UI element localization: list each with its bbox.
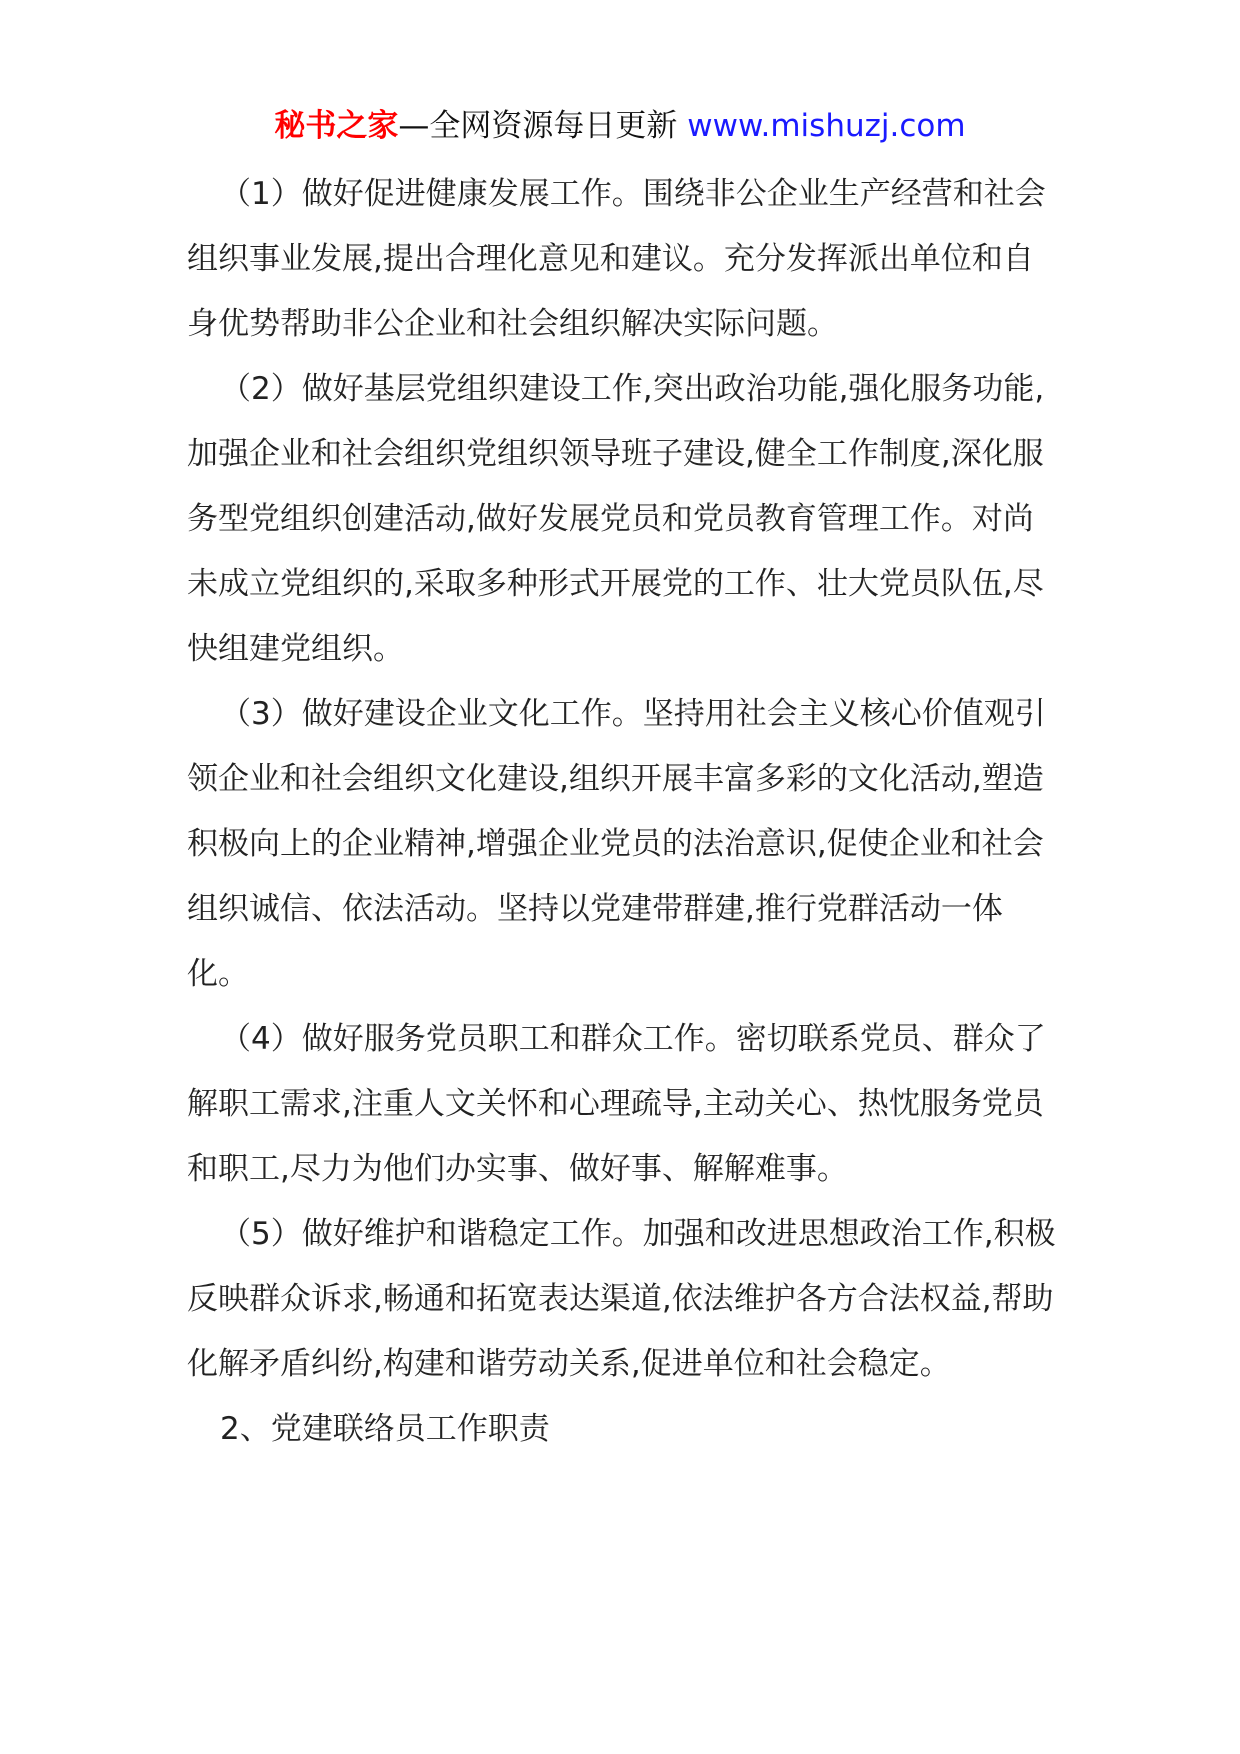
paragraph-3: （3）做好建设企业文化工作。坚持用社会主义核心价值观引领企业和社会组织文化建设,组织开展丰富多彩的文化活动,塑造积极向上的企业精神,增强企业党员的法治意识,促使企业和社会组织诚信、依法活动。坚持以党建带群建,推行党群活动一体化。 [187,696,1046,992]
paragraph-5: （5）做好维护和谐稳定工作。加强和改进思想政治工作,积极反映群众诉求,畅通和拓宽表达渠道,依法维护各方合法权益,帮助化解矛盾纠纷,构建和谐劳动关系,促进单位和社会稳定。 [187,1216,1056,1382]
paragraph-2: （2）做好基层党组织建设工作,突出政治功能,强化服务功能,加强企业和社会组织党组织领导班子建设,健全工作制度,深化服务型党组织创建活动,做好发展党员和党员教育管理工作。对尚未成立党组织的,采取多种形式开展党的工作、壮大党员队伍,尽快组建党组织。 [187,371,1045,667]
brand-name: 秘书之家 [274,108,399,144]
header-url-link[interactable]: www.mishuzj.com [687,108,966,144]
paragraph-4: （4）做好服务党员职工和群众工作。密切联系党员、群众了解职工需求,注重人文关怀和心理疏导,主动关心、热忱服务党员和职工,尽力为他们办实事、做好事、解解难事。 [187,1021,1046,1187]
header-slogan: —全网资源每日更新 [398,108,678,144]
section-heading: 2、党建联络员工作职责 [220,1411,550,1447]
page-header [0,104,1240,148]
paragraph-1: （1）做好促进健康发展工作。围绕非公企业生产经营和社会组织事业发展,提出合理化意见和建议。充分发挥派出单位和自身优势帮助非公企业和社会组织解决实际问题。 [187,176,1046,342]
document-body [187,162,1057,1462]
